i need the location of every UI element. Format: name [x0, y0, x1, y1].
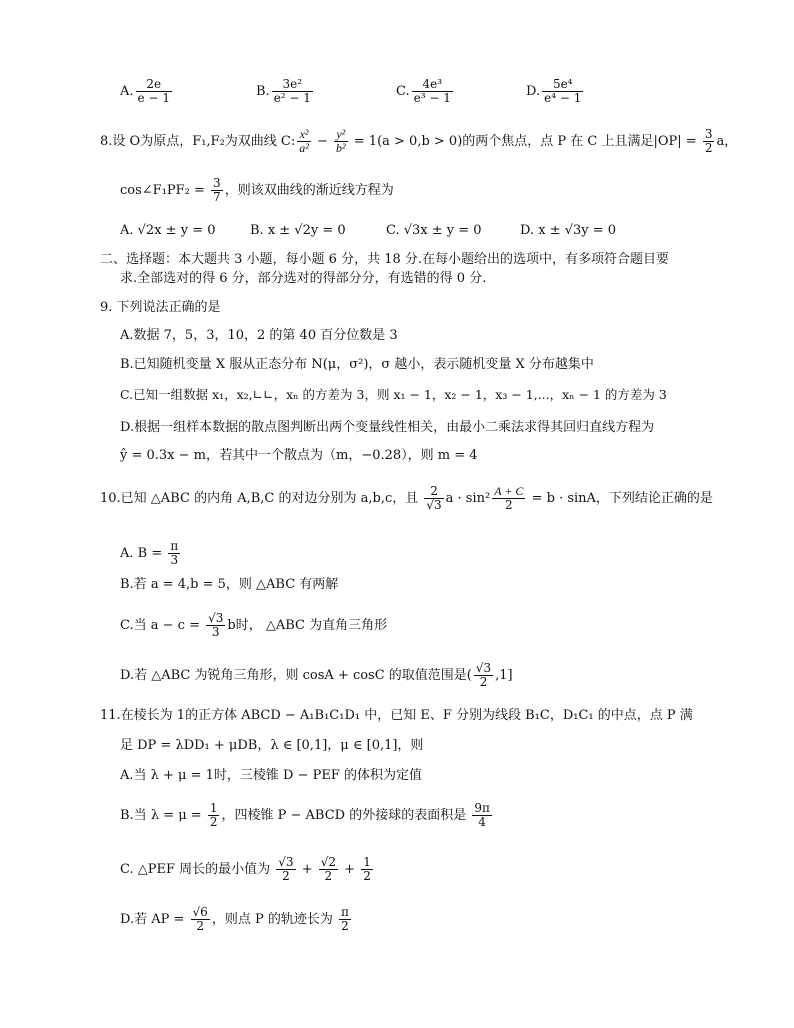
q11-stem-line2: 足 DP = λDD₁ + μDB，λ ∈ [0,1]，μ ∈ [0,1]，则 [120, 738, 424, 753]
q10-option-d: D.若 △ABC 为锐角三角形，则 cosA + cosC 的取值范围是( $\frac{√3}{2}$ ,1] [120, 661, 513, 689]
q8-stem-line1: 8.设 O为原点，F₁,F₂为双曲线 C: $\frac{\text{x²}}{\text{a²}}$ − $\frac{\text{y²}}{\text{b²}}$ = 1(a > 0,b > 0)的两个焦点，点 P 在 C 上且满足|OP| = $\frac{3}{2}$ a， [100, 127, 738, 155]
q9-option-d-line2: ŷ = 0.3x − m，若其中一个散点为（m，−0.28），则 m = 4 [120, 448, 478, 463]
q9-option-d-line1: D.根据一组样本数据的散点图判断出两个变量线性相关，由最小二乘法求得其回归直线方程为 [120, 420, 655, 435]
q11-option-a: A.当 λ + μ = 1时，三棱锥 D − PEF 的体积为定值 [120, 768, 423, 783]
q8-option-a: A. √2x ± y = 0 [120, 223, 216, 238]
q11-option-d: D.若 AP = $\frac{√6}{2}$ ，则点 P 的轨迹长为 $\frac{\pi}{2}$ [120, 905, 349, 933]
q7-option-b: B. $\frac{\text{3e²}}{\text{e² − 1}}$ [256, 77, 311, 105]
q11-option-b: B.当 λ = μ = $\frac{1}{2}$ ，四棱锥 P − ABCD 的外接球的表面积是 $\frac{9\pi}{4}$ [120, 801, 490, 829]
q10-stem: 10.已知 △ABC 的内角 A,B,C 的对边分别为 a,b,c，且 $\frac{2}{√3}$ a · sin² $\frac{A + C}{2}$ = b · sinA，下列结论正确的是 [100, 484, 713, 512]
q7-option-d: D. $\frac{\text{5e⁴}}{\text{e⁴ − 1}}$ [526, 77, 582, 105]
q8-stem-line2: cos∠F₁PF₂ = $\frac{3}{7}$ ，则该双曲线的渐近线方程为 [120, 176, 394, 204]
q10-option-a: A. B = $\frac{\pi}{3}$ [120, 539, 179, 567]
q8-option-c: C. √3x ± y = 0 [386, 223, 482, 238]
section2-heading: 二、选择题：本大题共 3 小题，每小题 6 分，共 18 分.在每小题给出的选项中，有多项符合题目要 [100, 252, 670, 267]
q8-option-b: B. x ± √2y = 0 [250, 223, 346, 238]
q11-stem-line1: 11.在棱长为 1的正方体 ABCD − A₁B₁C₁D₁ 中，已知 E、F 分别为线段 B₁C，D₁C₁ 的中点，点 P 满 [100, 708, 693, 723]
q7-option-c: C. $\frac{\text{4e³}}{\text{e³ − 1}}$ [396, 77, 451, 105]
q10-option-c: C.当 a − c = $\frac{√3}{3}$ b时， △ABC 为直角三角形 [120, 611, 388, 639]
section2-instructions: 求.全部选对的得 6 分，部分选对的得部分分，有选错的得 0 分. [120, 271, 487, 286]
q7-option-a: A. $\frac{2e}{e - 1}$ [120, 77, 170, 105]
q10-option-b: B.若 a = 4,b = 5，则 △ABC 有两解 [120, 577, 339, 592]
q9-stem: 9. 下列说法正确的是 [100, 300, 221, 315]
q8-option-d: D. x ± √3y = 0 [520, 223, 617, 238]
q9-option-c: C.已知一组数据 x₁，x₂,∟∟，xₙ 的方差为 3，则 x₁ − 1，x₂ − 1，x₃ − 1,...，xₙ − 1 的方差为 3 [120, 387, 667, 402]
q9-option-b: B.已知随机变量 X 服从正态分布 N(μ，σ²)，σ 越小，表示随机变量 X 分布越集中 [120, 357, 594, 372]
q11-option-c: C. △PEF 周长的最小值为 $\frac{√3}{2}$ + $\frac{√2}{2}$ + $\frac{1}{2}$ [120, 855, 371, 883]
q9-option-a: A.数据 7，5，3，10，2 的第 40 百分位数是 3 [120, 328, 398, 343]
